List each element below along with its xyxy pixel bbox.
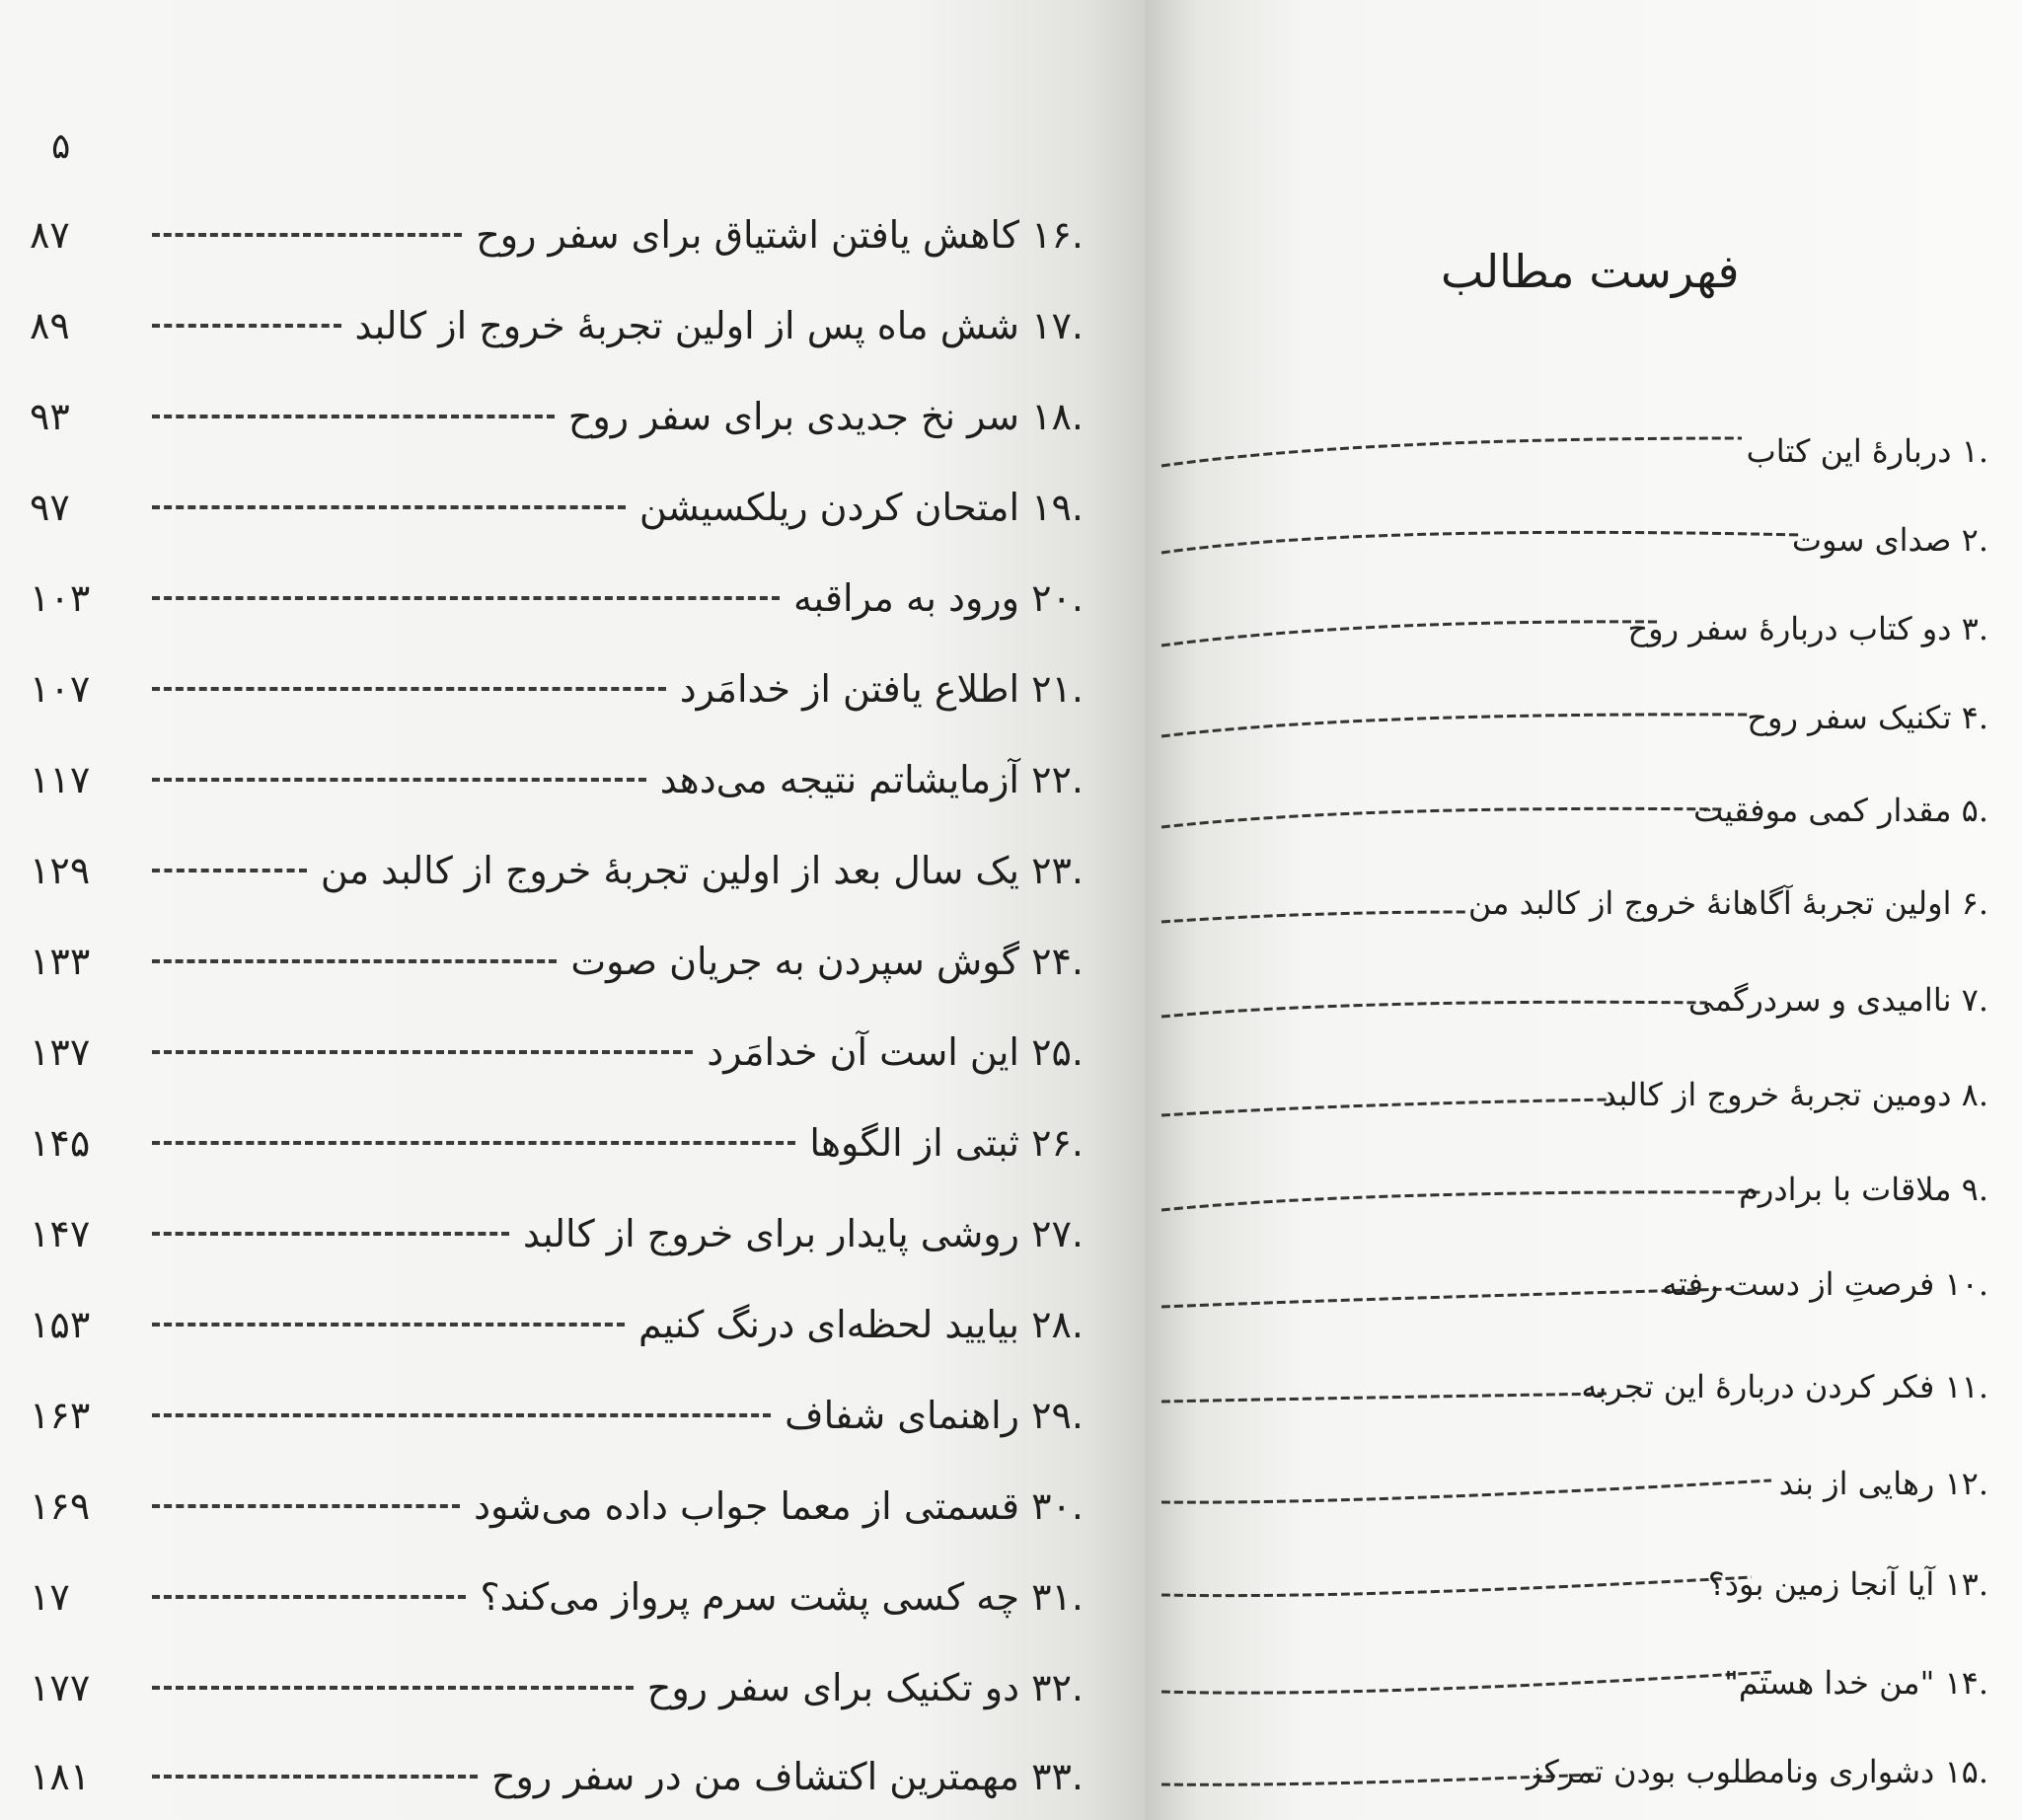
dotted-leader bbox=[152, 1413, 771, 1417]
toc-entry bbox=[1160, 975, 1988, 1044]
dotted-leader bbox=[152, 687, 666, 691]
toc-entry bbox=[1160, 1165, 1988, 1234]
dotted-leader bbox=[152, 1232, 509, 1236]
toc-title: .۳۰ قسمتی از معما جواب داده می‌شود bbox=[474, 1484, 1084, 1528]
dotted-leader bbox=[1160, 1459, 1791, 1528]
toc-title: .۱۳ آیا آنجا زمین بود؟ bbox=[1707, 1565, 1988, 1603]
toc-entry bbox=[30, 932, 1084, 991]
dotted-leader bbox=[1160, 1559, 1791, 1629]
toc-title: .۲۵ این است آن خدامَرد bbox=[707, 1030, 1084, 1074]
toc-entry bbox=[1160, 878, 1988, 948]
toc-title: .۲۶ ثبتی از الگوها bbox=[809, 1121, 1084, 1165]
toc-title: .۱۰ فرصتِ از دست رفته bbox=[1661, 1265, 1988, 1303]
toc-page-number: ۱۰۷ bbox=[30, 667, 91, 711]
toc-entry bbox=[1160, 693, 1988, 762]
toc-entry bbox=[1160, 604, 1988, 673]
toc-entry bbox=[1160, 426, 1988, 495]
toc-heading: فهرست مطالب bbox=[1441, 245, 1740, 298]
toc-entry bbox=[30, 659, 1084, 719]
toc-entry bbox=[30, 1113, 1084, 1173]
toc-title: .۱۲ رهایی از بند bbox=[1778, 1465, 1988, 1502]
toc-title: .۷ ناامیدی و سردرگمی bbox=[1687, 981, 1988, 1019]
toc-entry bbox=[30, 205, 1084, 265]
toc-page-number: ۸۷ bbox=[30, 213, 70, 257]
toc-page-number: ۱۴۷ bbox=[30, 1212, 91, 1255]
toc-page-number: ۱۳۳ bbox=[30, 940, 91, 983]
toc-title: .۱۶ کاهش یافتن اشتیاق برای سفر روح bbox=[476, 213, 1084, 257]
toc-entry bbox=[30, 478, 1084, 537]
toc-page-number: ۱۵۳ bbox=[30, 1303, 91, 1346]
toc-entry bbox=[30, 569, 1084, 628]
dotted-leader bbox=[152, 324, 341, 328]
toc-page-number: ۱۳۷ bbox=[30, 1030, 91, 1074]
toc-entry bbox=[30, 750, 1084, 809]
toc-page-number: ۱۱۷ bbox=[30, 758, 91, 801]
toc-title: .۵ مقدار کمی موفقیت bbox=[1693, 792, 1988, 829]
toc-entry bbox=[30, 1023, 1084, 1082]
toc-title: .۲۱ اطلاع یافتن از خدامَرد bbox=[679, 667, 1084, 711]
dotted-leader bbox=[152, 959, 557, 963]
toc-page-number: ۱۲۹ bbox=[30, 849, 91, 892]
toc-page-number: ۱۷ bbox=[30, 1575, 70, 1619]
dotted-leader bbox=[152, 505, 626, 509]
page-number: ۵ bbox=[51, 126, 71, 167]
toc-entry bbox=[1160, 515, 1988, 584]
toc-title: .۱۷ شش ماه پس از اولین تجربهٔ خروج از کالبد bbox=[354, 304, 1084, 347]
toc-title: .۲۰ ورود به مراقبه bbox=[793, 576, 1084, 620]
dotted-leader bbox=[1160, 1165, 1791, 1234]
toc-entry bbox=[30, 1477, 1084, 1536]
toc-title: .۲۳ یک سال بعد از اولین تجربهٔ خروج از کالبد من bbox=[320, 849, 1084, 892]
toc-entry bbox=[30, 841, 1084, 900]
dotted-leader bbox=[152, 233, 462, 237]
dotted-leader bbox=[152, 1323, 625, 1327]
dotted-leader bbox=[152, 596, 780, 600]
toc-entry bbox=[1160, 1362, 1988, 1431]
dotted-leader bbox=[1160, 515, 1791, 584]
toc-entry bbox=[1160, 1070, 1988, 1139]
toc-page-number: ۱۰۳ bbox=[30, 576, 91, 620]
toc-entry bbox=[30, 387, 1084, 446]
dotted-leader bbox=[152, 869, 307, 872]
toc-title: .۲۹ راهنمای شفاف bbox=[785, 1394, 1084, 1437]
toc-page-number: ۹۷ bbox=[30, 486, 70, 529]
dotted-leader bbox=[152, 415, 555, 418]
toc-entry bbox=[30, 1386, 1084, 1445]
toc-title: .۱۱ فکر کردن دربارهٔ این تجربه bbox=[1581, 1368, 1988, 1405]
toc-page-number: ۱۸۱ bbox=[30, 1755, 91, 1798]
dotted-leader bbox=[152, 1686, 634, 1690]
toc-title: .۶ اولین تجربهٔ آگاهانهٔ خروج از کالبد من bbox=[1467, 884, 1988, 922]
dotted-leader bbox=[1160, 693, 1791, 762]
toc-entry bbox=[30, 1658, 1084, 1717]
toc-entry bbox=[30, 1295, 1084, 1354]
dotted-leader bbox=[152, 1775, 478, 1779]
toc-page-number: ۹۳ bbox=[30, 395, 70, 438]
toc-page-number: ۱۶۳ bbox=[30, 1394, 91, 1437]
toc-title: .۲ صدای سوت bbox=[1791, 521, 1988, 559]
dotted-leader bbox=[152, 778, 646, 782]
toc-title: .۸ دومین تجربهٔ خروج از کالبد bbox=[1602, 1076, 1988, 1113]
toc-page-number: ۱۴۵ bbox=[30, 1121, 91, 1165]
toc-title: .۳۲ دو تکنیک برای سفر روح bbox=[646, 1666, 1084, 1709]
toc-title: .۲۷ روشی پایدار برای خروج از کالبد bbox=[523, 1212, 1084, 1255]
toc-entry bbox=[1160, 1259, 1988, 1328]
toc-entry bbox=[1160, 1459, 1988, 1528]
toc-title: .۱۹ امتحان کردن ریلکسیشن bbox=[638, 486, 1084, 529]
toc-entry bbox=[1160, 1559, 1988, 1629]
dotted-leader bbox=[152, 1050, 693, 1054]
dotted-leader bbox=[152, 1141, 795, 1145]
toc-title: .۹ ملاقات با برادرم bbox=[1739, 1171, 1988, 1208]
dotted-leader bbox=[1160, 426, 1791, 495]
dotted-leader bbox=[152, 1595, 466, 1599]
dotted-leader bbox=[1160, 1658, 1791, 1727]
toc-entry bbox=[30, 1567, 1084, 1627]
toc-title: .۳۱ چه کسی پشت سرم پرواز می‌کند؟ bbox=[480, 1575, 1084, 1619]
toc-title: .۱۴ "من خدا هستم" bbox=[1724, 1664, 1988, 1702]
toc-title: .۱۸ سر نخ جدیدی برای سفر روح bbox=[567, 395, 1084, 438]
toc-entry bbox=[30, 1204, 1084, 1263]
toc-title: .۱۵ دشواری ونامطلوب بودن تمرکز bbox=[1526, 1753, 1988, 1790]
toc-title: .۲۸ بیایید لحظه‌ای درنگ کنیم bbox=[638, 1303, 1084, 1346]
toc-title: .۳ دو کتاب دربارهٔ سفر روح bbox=[1627, 610, 1988, 647]
toc-entry bbox=[1160, 786, 1988, 855]
toc-title: .۲۲ آزمایشاتم نتیجه می‌دهد bbox=[659, 758, 1084, 801]
toc-entry bbox=[1160, 1747, 1988, 1816]
toc-title: .۲۴ گوش سپردن به جریان صوت bbox=[570, 940, 1084, 983]
toc-page-number: ۱۶۹ bbox=[30, 1484, 91, 1528]
toc-entry bbox=[30, 1747, 1084, 1806]
toc-title: .۴ تکنیک سفر روح bbox=[1747, 699, 1988, 736]
toc-title: .۳۳ مهمترین اکتشاف من در سفر روح bbox=[491, 1755, 1084, 1798]
toc-entry bbox=[30, 296, 1084, 355]
toc-page-number: ۱۷۷ bbox=[30, 1666, 91, 1709]
toc-page-number: ۸۹ bbox=[30, 304, 70, 347]
dotted-leader bbox=[152, 1504, 460, 1508]
toc-entry bbox=[1160, 1658, 1988, 1727]
toc-title: .۱ دربارهٔ این کتاب bbox=[1746, 432, 1988, 470]
